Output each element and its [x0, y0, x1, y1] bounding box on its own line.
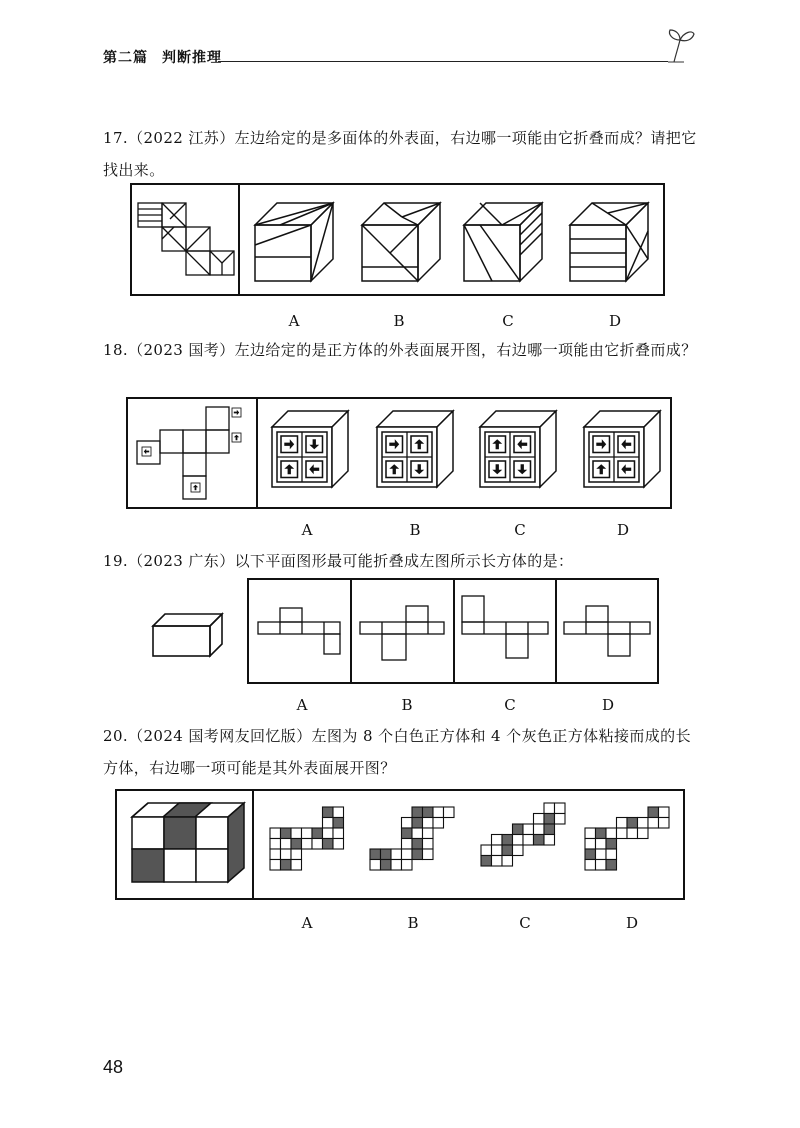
net-cell — [617, 828, 628, 839]
net-cell — [323, 807, 334, 818]
net-cell — [433, 818, 444, 829]
net-cell — [333, 807, 344, 818]
net-cell — [627, 828, 638, 839]
question-source: （2022 江苏） — [128, 129, 235, 147]
q19-cuboid — [153, 614, 222, 656]
net-cell — [333, 839, 344, 850]
net-cell — [270, 849, 281, 860]
net-cell — [391, 849, 402, 860]
net-cell — [402, 839, 413, 850]
net-cell — [555, 803, 566, 814]
net-cell — [412, 839, 423, 850]
net-cell — [370, 849, 381, 860]
header-section: 判断推理 — [162, 50, 222, 66]
q17-net — [138, 203, 234, 275]
net-cell — [585, 828, 596, 839]
net-cell — [617, 818, 628, 829]
net-cell — [544, 835, 555, 846]
net-cell — [544, 814, 555, 825]
q20-option-c-net — [481, 803, 565, 866]
net-cell — [585, 849, 596, 860]
option-label-b: B — [393, 312, 405, 330]
net-cell — [312, 839, 323, 850]
net-cell — [333, 828, 344, 839]
net-cell — [585, 839, 596, 850]
net-cell — [302, 828, 313, 839]
net-cell — [596, 839, 607, 850]
q20-option-a-net — [270, 807, 344, 870]
header-rule — [218, 61, 668, 62]
net-cell — [606, 849, 617, 860]
question-number: 17. — [103, 129, 129, 147]
net-cell — [502, 845, 513, 856]
option-label-d: D — [625, 914, 639, 932]
net-cell — [412, 849, 423, 860]
net-cell — [270, 828, 281, 839]
option-label-c: C — [514, 521, 526, 539]
net-cell — [291, 860, 302, 871]
net-cell — [312, 828, 323, 839]
net-cell — [523, 835, 534, 846]
running-header — [103, 47, 222, 67]
question-18 — [103, 334, 703, 366]
option-label-c: C — [502, 312, 514, 330]
net-cell — [659, 818, 670, 829]
q17-option-b-cube — [362, 203, 440, 281]
q17-figure — [130, 183, 665, 296]
net-cell — [513, 835, 524, 846]
question-text: 左边给定的是多面体的外表面，右边哪一项能由它折叠而成？请把它找出来。 — [103, 129, 697, 179]
net-cell — [648, 818, 659, 829]
net-cell — [513, 845, 524, 856]
net-cell — [270, 839, 281, 850]
net-cell — [648, 807, 659, 818]
option-label-b: B — [407, 914, 419, 932]
net-cell — [323, 818, 334, 829]
option-label-d: D — [608, 312, 622, 330]
q18-figure — [126, 397, 672, 509]
header-part: 第二篇 — [103, 50, 148, 66]
net-cell — [302, 839, 313, 850]
net-cell — [544, 803, 555, 814]
net-cell — [481, 856, 492, 867]
net-cell — [492, 845, 503, 856]
option-label-c: C — [519, 914, 531, 932]
net-cell — [402, 818, 413, 829]
net-cell — [291, 849, 302, 860]
q20-figure — [115, 789, 685, 901]
net-cell — [381, 860, 392, 871]
q20-option-b-net — [370, 807, 454, 870]
sprout-icon — [660, 26, 700, 66]
q18-option-d-cube — [584, 411, 660, 487]
option-label-b: B — [401, 696, 413, 714]
q18-option-a-cube — [272, 411, 348, 487]
net-cell — [402, 828, 413, 839]
net-cell — [481, 845, 492, 856]
question-number: 20. — [103, 727, 129, 745]
option-label-c: C — [504, 696, 516, 714]
q19-figure — [150, 578, 660, 686]
question-source: （2023 国考） — [128, 341, 235, 359]
question-text: 左边给定的是正方体的外表面展开图，右边哪一项能由它折叠而成？ — [234, 341, 697, 359]
net-cell — [412, 807, 423, 818]
net-cell — [606, 839, 617, 850]
page-number: 48 — [103, 1057, 124, 1077]
question-19 — [103, 545, 703, 577]
net-cell — [323, 828, 334, 839]
question-text: 左图为 8 个白色正方体和 4 个灰色正方体粘接而成的长方体，右边哪一项可能是其外表面展开图？ — [103, 727, 691, 777]
net-cell — [370, 860, 381, 871]
option-label-a: A — [301, 521, 313, 539]
net-cell — [534, 824, 545, 835]
net-cell — [423, 839, 434, 850]
net-cell — [423, 818, 434, 829]
q19-option-b-net — [360, 606, 444, 660]
net-cell — [281, 860, 292, 871]
net-cell — [281, 828, 292, 839]
q18-option-c-cube — [480, 411, 556, 487]
q20-cuboid — [132, 803, 244, 882]
option-label-a: A — [301, 914, 313, 932]
q18-option-b-cube — [377, 411, 453, 487]
q17-option-c-cube — [464, 203, 542, 281]
net-cell — [606, 860, 617, 871]
net-cell — [659, 807, 670, 818]
net-cell — [444, 807, 455, 818]
option-label-d: D — [601, 696, 615, 714]
net-cell — [291, 839, 302, 850]
q19-option-a-net — [258, 608, 340, 654]
net-cell — [433, 807, 444, 818]
net-cell — [423, 849, 434, 860]
net-cell — [423, 807, 434, 818]
net-cell — [412, 828, 423, 839]
net-cell — [412, 818, 423, 829]
net-cell — [513, 824, 524, 835]
net-cell — [323, 839, 334, 850]
net-cell — [492, 835, 503, 846]
question-number: 19. — [103, 552, 129, 570]
q19-option-c-net — [462, 596, 548, 658]
net-cell — [585, 860, 596, 871]
q17-option-d-cube — [570, 203, 648, 281]
option-label-a: A — [296, 696, 308, 714]
question-17 — [103, 122, 703, 186]
option-label-b: B — [409, 521, 421, 539]
net-cell — [502, 835, 513, 846]
net-cell — [291, 828, 302, 839]
net-cell — [281, 849, 292, 860]
net-cell — [333, 818, 344, 829]
net-cell — [555, 814, 566, 825]
net-cell — [596, 849, 607, 860]
q19-option-d-net — [564, 606, 650, 656]
question-source: （2024 国考网友回忆版） — [128, 727, 312, 745]
option-label-d: D — [616, 521, 630, 539]
net-cell — [391, 860, 402, 871]
question-number: 18. — [103, 341, 129, 359]
net-cell — [596, 828, 607, 839]
net-cell — [606, 828, 617, 839]
net-cell — [534, 835, 545, 846]
net-cell — [270, 860, 281, 871]
question-20 — [103, 720, 703, 784]
q20-option-d-net — [585, 807, 669, 870]
net-cell — [596, 860, 607, 871]
question-source: （2023 广东） — [128, 552, 235, 570]
net-cell — [381, 849, 392, 860]
net-cell — [523, 824, 534, 835]
q17-option-a-cube — [255, 203, 333, 281]
net-cell — [544, 824, 555, 835]
net-cell — [492, 856, 503, 867]
option-label-a: A — [288, 312, 300, 330]
question-text: 以下平面图形最可能折叠成左图所示长方体的是： — [234, 552, 574, 570]
net-cell — [281, 839, 292, 850]
net-cell — [534, 814, 545, 825]
net-cell — [402, 860, 413, 871]
net-cell — [423, 828, 434, 839]
net-cell — [402, 849, 413, 860]
net-cell — [502, 856, 513, 867]
net-cell — [627, 818, 638, 829]
net-cell — [638, 828, 649, 839]
net-cell — [638, 818, 649, 829]
